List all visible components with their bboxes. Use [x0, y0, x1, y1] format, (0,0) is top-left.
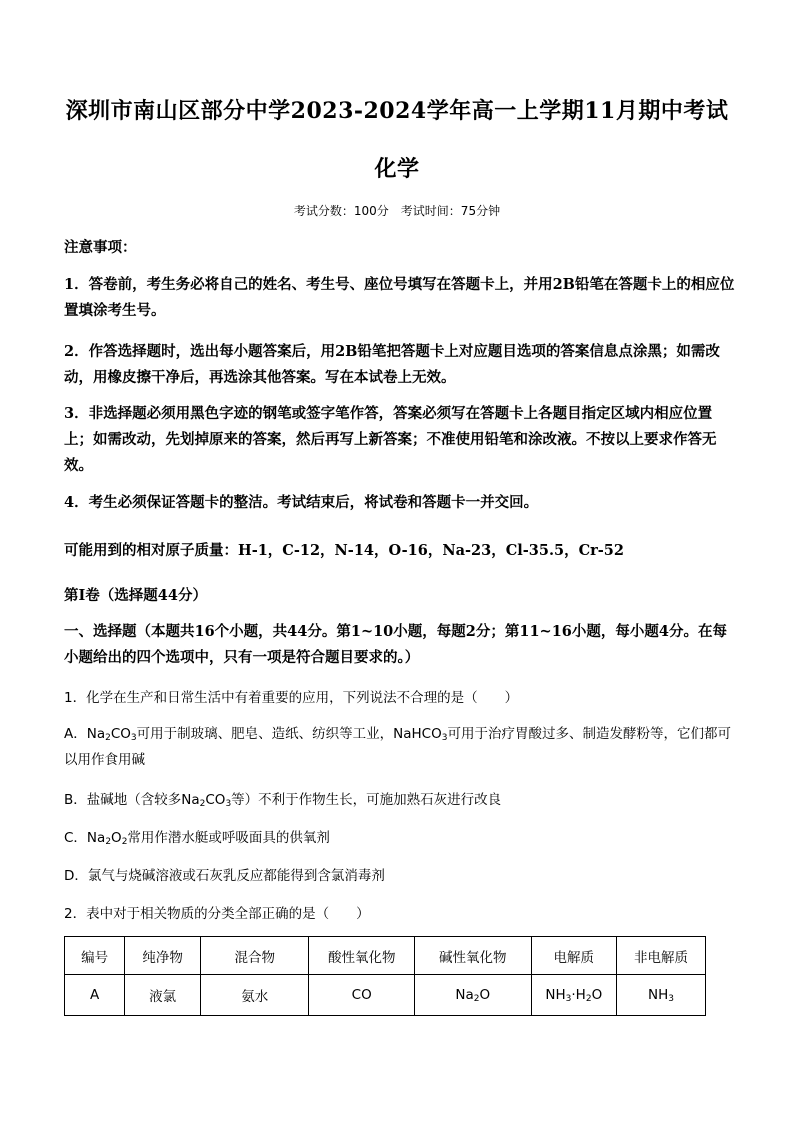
atomic-masses: 可能用到的相对原子质量：H-1，C-12，N-14，O-16，Na-23，Cl-35.5，Cr-52 [64, 542, 624, 559]
question-2-stem: 2．表中对于相关物质的分类全部正确的是（ ） [64, 906, 370, 922]
table-row [65, 975, 706, 1016]
note-item-2: 2．作答选择题时，选出每小题答案后，用2B铅笔把答题卡上对应题目选项的答案信息点涂黑；如需改动，用橡皮擦干净后，再选涂其他答案。写在本试卷上无效。 [64, 343, 720, 386]
note-item-1: 1．答卷前，考生务必将自己的姓名、考生号、座位号填写在答题卡上，并用2B铅笔在答题卡上的相应位置填涂考生号。 [64, 276, 735, 319]
section-title: 第I卷（选择题44分） [64, 587, 207, 604]
question-1-option-a: A．$Na_2CO_3$可用于制玻璃、肥皂、造纸、纺织等工业，NaHCO$_3$可用于治疗胃酸过多、制造发酵粉等，它们都可以用作食用碱 [64, 726, 731, 768]
question-1-option-b: B．盐碱地（含较多$Na_2CO_3$等）不利于作物生长，可施加熟石灰进行改良 [64, 792, 502, 809]
classification-table [64, 936, 706, 1016]
notes-heading: 注意事项： [64, 239, 137, 256]
table-header-cell: 混合物 [201, 937, 309, 975]
table-cell: A [65, 975, 125, 1016]
exam-title: 深圳市南山区部分中学2023-2024学年高一上学期11月期中考试 [65, 98, 729, 124]
table-header-cell: 碱性氧化物 [414, 937, 531, 975]
table-header-cell: 编号 [65, 937, 125, 975]
table-cell: CO [309, 975, 415, 1016]
note-item-3: 3．非选择题必须用黑色字迹的钢笔或签字笔作答，答案必须写在答题卡上各题目指定区域内相应位置上；如需改动，先划掉原来的答案，然后再写上新答案；不准使用铅笔和涂改液。不按以上要求作答无效。 [64, 405, 717, 474]
table-header-cell: 酸性氧化物 [309, 937, 415, 975]
question-1-stem: 1．化学在生产和日常生活中有着重要的应用，下列说法不合理的是（ ） [64, 690, 519, 706]
table-cell: $NH_3\cdot H_2O$ [531, 975, 617, 1016]
question-1-option-c: C．$Na_2O_2$常用作潜水艇或呼吸面具的供氧剂 [64, 830, 330, 847]
table-cell: $NH_3$ [617, 975, 706, 1016]
note-item-4: 4．考生必须保证答题卡的整洁。考试结束后，将试卷和答题卡一并交回。 [64, 494, 539, 511]
table-cell: $Na_2O$ [414, 975, 531, 1016]
table-cell: 液氯 [125, 975, 201, 1016]
exam-info: 考试分数：100分 考试时间：75分钟 [293, 204, 501, 218]
table-cell: 氨水 [201, 975, 309, 1016]
question-1-option-d: D．氯气与烧碱溶液或石灰乳反应都能得到含氯消毒剂 [64, 868, 385, 884]
table-header-cell: 纯净物 [125, 937, 201, 975]
table-header-row [65, 937, 706, 975]
table-header-cell: 电解质 [531, 937, 617, 975]
table-header-cell: 非电解质 [617, 937, 706, 975]
section-instructions: 一、选择题（本题共16个小题，共44分。第1~10小题，每题2分；第11~16小题，每小题4分。在每小题给出的四个选项中，只有一项是符合题目要求的。） [64, 623, 727, 666]
subject-title: 化学 [374, 156, 420, 182]
